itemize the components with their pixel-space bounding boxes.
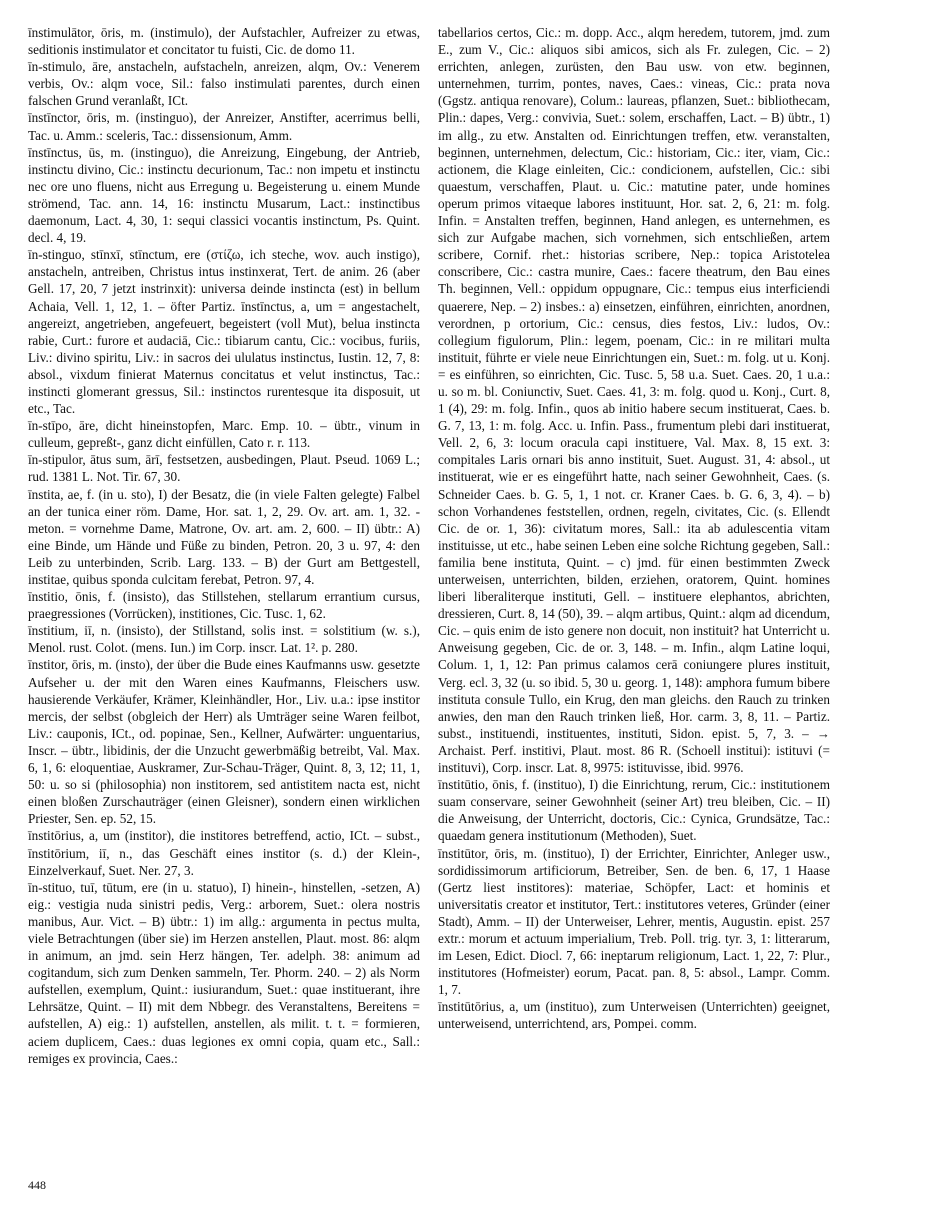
dictionary-entry: īnstitōrius, a, um (institor), die institores betreffend, actio, ICt. – subst., īnstitōrium, iī, n., das Geschäft eines institor (s. d.) der Klein-, Einzelverkauf, Suet. Ner. 27, 3.: [28, 828, 420, 878]
dictionary-entry: īn-stimulo, āre, anstacheln, aufstacheln, anreizen, alqm, Ov.: Venerem verbis, Ov.: alqm voce, Sil.: falso instimulati parentes, durch einen falschen Grund veranlaßt, ICt.: [28, 59, 420, 109]
dictionary-entry: īnstīnctor, ōris, m. (instinguo), der Anreizer, Anstifter, acerrimus belli, Tac. u. Amm.: sceleris, Tac.: dissensionum, Amm.: [28, 110, 420, 143]
dictionary-entry: īnstitium, iī, n. (insisto), der Stillstand, solis inst. = solstitium (w. s.), Menol. rust. Colot. (mens. Iun.) im Corp. inscr. Lat. 1². p. 280.: [28, 623, 420, 656]
left-column: [28, 24, 420, 1067]
page-number: 448: [28, 1178, 46, 1192]
dictionary-entry: īn-stinguo, stīnxī, stīnctum, ere (στίζω, ich steche, wov. auch instigo), anstacheln, antreiben, Christus intus instinxerat, Tert. de anim. 26 (aber Gell. 17, 20, 7 jetzt instrinxit): universa deinde instincta (est) in bellum Achaia, Vell. 1, 12, 1. – öfter Partiz. īnstīnctus, a, um = angestachelt, angereizt, angetrieben, angefeuert, begeistert (voll Mut), belua instincta rabie, Curt.: furore et audaciā, Cic.: tibiarum cantu, Cic.: vocibus, furiis, Liv.: divino spiritu, Liv.: in sacros dei ululatus instinctus, Iustin. 12, 7, 8: absol., vixdum finierat Maternus concitatus et velut instinctus, Tac.: instincti glomerant gressus, Sil.: instinctos rurentesque ita disposuit, ut etc., Tac.: [28, 247, 420, 417]
dictionary-entry: īnstitūtōrius, a, um (instituo), zum Unterweisen (Unterrichten) geeignet, unterweisend, unterrichtend, ars, Pompei. comm.: [438, 999, 830, 1032]
dictionary-entry: īnstimulātor, ōris, m. (instimulo), der Aufstachler, Aufreizer zu etwas, seditionis instimulator et concitator tu fuisti, Cic. de domo 11.: [28, 25, 420, 58]
dictionary-entry: īn-stipulor, ātus sum, ārī, festsetzen, ausbedingen, Plaut. Pseud. 1069 L.; rud. 1381 L. Not. Tir. 67, 30.: [28, 452, 420, 485]
dictionary-entry: īnstita, ae, f. (in u. sto), I) der Besatz, die (in viele Falten gelegte) Falbel an der tunica einer röm. Dame, Hor. sat. 1, 2, 29. Ov. art. am. 1, 32. - meton. = vornehme Dame, Matrone, Ov. art. am. 2, 600. – II) übtr.: A) eine Binde, um Hände und Füße zu binden, Petron. 20, 3 u. 97, 4: den Leib zu unterbinden, Scrib. Larg. 133. – B) der Gurt am Bettgestell, institae, quibus sponda culcitam ferebat, Petron. 97, 4.: [28, 486, 420, 587]
dictionary-entry: īn-stīpo, āre, dicht hineinstopfen, Marc. Emp. 10. – übtr., vinum in culleum, gepreßt-, ganz dicht einfüllen, Cato r. r. 113.: [28, 418, 420, 451]
dictionary-entry: īnstitūtor, ōris, m. (instituo), I) der Errichter, Einrichter, Anleger usw., sordidissimorum artificiorum, Betreiber, Sen. de ben. 6, 17, 1 Haase (Gertz liest institores): materiae, Schöpfer, Lact: et hominis et universitatis creator et institutor, Tert.: institutores veteres, Gründer (einer Stadt), Amm. – II) der Unterweiser, Lehrer, mentis, Augustin. epist. 257 extr.: morum et actuum imperialium, Treb. Poll. trig. tyr. 3, 1: litterarum, im Lesen, Edict. Diocl. 7, 66: ineptarum religionum, Lact. 1, 22, 7: Plur., institutores (Hofmeister) eorum, Pacat. pan. 8, 5: absol., Lampr. Comm. 1, 7.: [438, 845, 830, 998]
dictionary-entry: īnstitūtio, ōnis, f. (instituo), I) die Einrichtung, rerum, Cic.: institutionem suam conservare, seiner Gewohnheit (seiner Art) treu bleiben, Cic. – II) die Anweisung, der Unterricht, doctoris, Cic.: Cynica, Grundsätze, Tac.: quaedam genera institutionum (Methoden), Suet.: [438, 777, 830, 844]
dictionary-entry: īnstīnctus, ūs, m. (instinguo), die Anreizung, Eingebung, der Antrieb, instinctu divino, Cic.: instinctu decurionum, Tac.: non impetu et instinctu nec ore uno fluens, nicht aus Erregung u. Begeisterung u. einem Munde strömend, Tac. ann. 14, 16: instinctu Musarum, Lact.: instinctibus daemonum, Lact. 4, 30, 1: sequi classici vocantis instinctum, Ps. Quint. decl. 4, 19.: [28, 144, 420, 246]
dictionary-entry: īnstitio, ōnis, f. (insisto), das Stillstehen, stellarum errantium cursus, praegressiones (Vorrücken), institiones, Cic. Tusc. 1, 62.: [28, 589, 420, 622]
dictionary-entry: īn-stituo, tuī, tūtum, ere (in u. statuo), I) hinein-, hinstellen, -setzen, A) eig.: vestigia nuda sinistri pedis, Verg.: arborem, Suet.: olera nostris manibus, Aur. Vict. – B) übtr.: 1) im allg.: argumenta in pectus multa, viele Betrachtungen (über sie) im Herzen anstellen, Plaut. most. 86: alqm in animum, an jmd. sein Herz hängen, Ter. adelph. 38: animum ad cogitandum, sich zum Denken sammeln, Ter. Phorm. 240. – 2) als Norm aufstellen, exemplum, Quint.: iusiurandum, Suet.: quae instituerant, ihre Lehrsätze, Quint. – II) mit dem Nbbegr. des Veranstaltens, Bereitens = aufstellen, A) eig.: 1) aufstellen, anstellen, als milit. t. t. = formieren, aciem duplicem, Caes.: duas legiones ex omni copia, quam etc., Sall.: remiges ex provincia, Caes.:: [28, 879, 420, 1066]
right-column: [438, 24, 830, 1033]
dictionary-entry: īnstitor, ōris, m. (insto), der über die Bude eines Kaufmanns usw. gesetzte Aufseher u. der mit den Waren eines Kaufmanns, Fleischers usw. hausierende Verkäufer, Krämer, Kleinhändler, Hor., Liv. u.a.: ipse institor mercis, der selbst (obgleich der Herr) als Umträger seine Waren feilbot, Liv.: cauponis, ICt., od. popinae, Sen., Kellner, Aufwärter: unguentarius, Inscr. – übtr., libidinis, der die Unzucht gewerbmäßig betreibt, Val. Max. 6, 1, 6: eloquentiae, Auskramer, Zur-Schau-Träger, Quint. 8, 3, 12; 11, 1, 50: u. so si (philosophia) non institorem, sed antistitem nacta est, nicht einen bloßen Zurschauträger (einen Gleisner), sondern einen wirklichen Priester, Sen. ep. 52, 15.: [28, 657, 420, 827]
dictionary-entry: tabellarios certos, Cic.: m. dopp. Acc., alqm heredem, tutorem, jmd. zum E., zum V., Cic.: aliquos sibi amicos, sich als Fr. zulegen, Cic. – 2) errichten, anlegen, zurüsten, den Bau usw. von etw. beginnen, unternehmen, turrim, pontes, naves, Caes.: vineas, Cic.: prata nova (Ggstz. antiqua renovare), Colum.: laureas, pflanzen, Suet.: bibliothecam, Plin.: dapes, Verg.: convivia, Suet.: solem, erschaffen, Lact. – B) übtr., 1) im allg., zu etw. Anstalten od. Einrichtungen treffen, etw. veranstalten, beginnen, unternehmen, delectum, Cic.: historiam, Cic.: iter, viam, Cic.: actionem, die Klage einleiten, Cic.: condicionem, aufstellen, Cic.: sibi quaestum, verschaffen, Plaut. u. Cic.: matutine pater, unde homines operum primos vitaeque labores instituunt, Hor. sat. 2, 6, 21: m. folg. Infin. = Anstalten treffen, beginnen, Hand anlegen, es unternehmen, es sich zur Aufgabe machen, sich vornehmen, sich entschließen, artem scribere, Cornif. rhet.: historias scribere, Nep.: topica Aristotelea conscribere, Cic.: castra munire, Caes.: facere theatrum, den Bau eines Th. beginnen, Vell.: oppidum oppugnare, Cic.: tempus eius interficiendi quaerere, Nep. – 2) insbes.: a) einsetzen, einführen, einrichten, anordnen, verordnen, p ortorium, Cic.: census, dies festos, Liv.: ludos, Ov.: collegium figulorum, Plin.: legem, poenam, Cic.: in re militari multa instituit, führte er viele neue Einrichtungen ein, Suet.: m. folg. ut u. Konj. = es einführen, so einrichten, Cic. Tusc. 5, 58 u.a. Suet. Caes. 20, 1 u.a.: u. so m. bl. Coniunctiv, Suet. Caes. 41, 3: m. folg. quod u. Konj., Curt. 8, 1 (4), 29: m. folg. Infin., quos ab initio habere secum instituerat, Caes. b. G. 7, 13, 1: m. folg. Acc. u. Infin. Pass., frumentum plebi dari instituerat, Vell. 2, 6, 3: locum oracula capi instituere, Val. Max. 8, 15 ext. 3: compitales Laris ornari bis anno instituit, Suet. August. 31, 4: absol., ut instituerat, wie er es eingeführt hatte, nach seiner Gewohnheit, Caes. (s. Schneider Caes. b. G. 5, 1, 1 not. cr. Kraner Caes. b. G. 6, 3, 4). – b) schon Vorhandenes feststellen, ordnen, regeln, civitates, Cic. (s. Ellendt Cic. de or. 1, 36): civitatum mores, Sall.: ita ab adulescentia vitam instituisse, ut etc., habe seinen Leben eine solche Richtung gegeben, Sall.: familia bene instituta, Quint. – c) jmd. für einen bestimmten Zweck unterweisen, unterrichten, bilden, erziehen, oratorem, Quint. homines liberi liberaliterque instituti, Gell. – instituere elephantos, abrichten, dressieren, Curt. 8, 14 (50), 39. – alqm artibus, Quint.: alqm ad dicendum, Cic. – quis enim de isto genere non docuit, non instituit? hat Unterricht u. Anweisung gegeben, Cic. de or. 3, 148. – m. Infin., alqm Latine loqui, Colum. 1, 1, 12: Pan primus calamos cerā coniungere plures instituit, Verg. ecl. 3, 32 (u. so ibid. 5, 30 u. georg. 1, 148): amphora fumum bibere instituta consule Tullo, ein Krug, den man gleichs. den Rauch zu trinken anwies, den man den Rauch trinken ließ, Hor. carm. 3, 8, 11. – Partiz. subst., instituendi, instituentes, instituti, Sidon. epist. 5, 7, 3. – → Archaist. Perf. institivi, Plaut. most. 86 R. (Schoell institui): istituvi (= instituvi), Corp. inscr. Lat. 8, 9975: istituvisse, ibid. 9976.: [438, 25, 830, 776]
